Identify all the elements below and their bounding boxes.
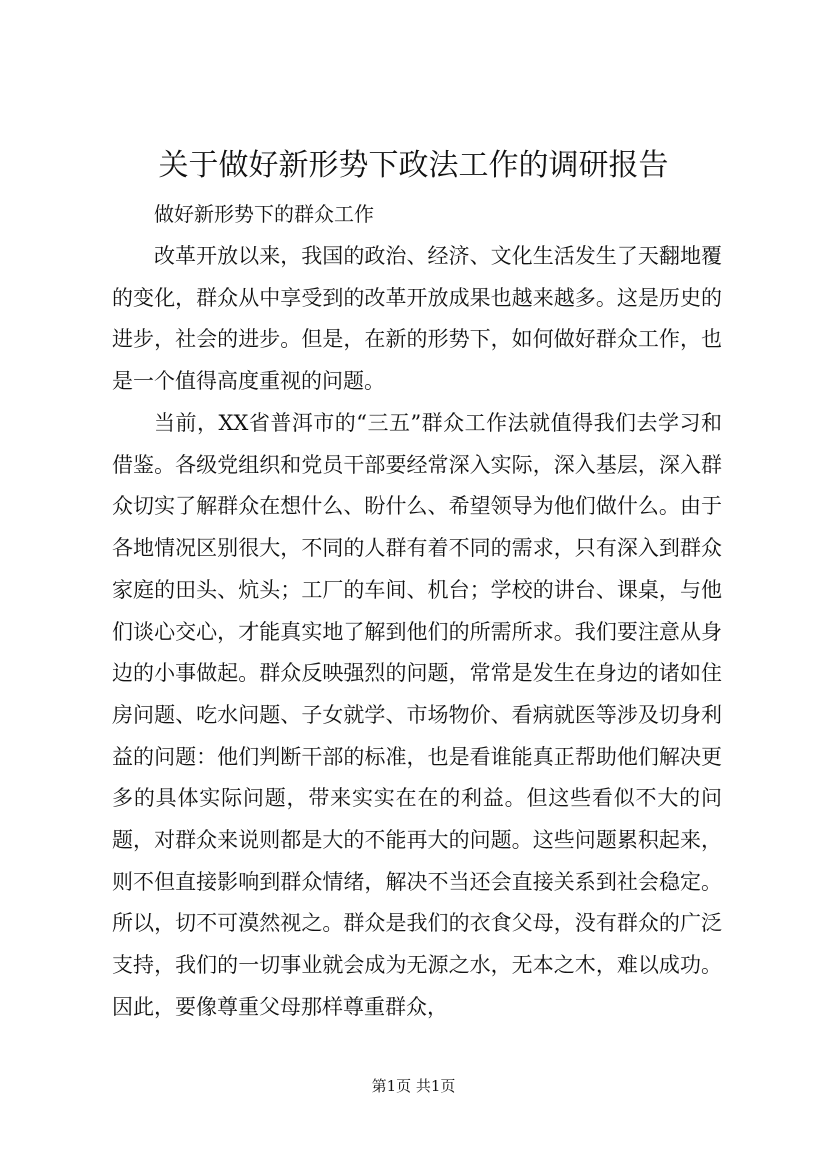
paragraph-1: 改革开放以来，我国的政治、经济、文化生活发生了天翻地覆的变化，群众从中享受到的改革开放成果也越来越多。这是历史的进步，社会的进步。但是，在新的形势下，如何做好群众工作，也是一个值得高度重视的问题。 <box>112 244 722 394</box>
paragraph-2: 当前，XX省普洱市的“三五”群众工作法就值得我们去学习和借鉴。各级党组织和党员干部要经常深入实际，深入基层，深入群众切实了解群众在想什么、盼什么、希望领导为他们做什么。由于各地情况区别很大，不同的人群有着不同的需求，只有深入到群众家庭的田头、炕头；工厂的车间、机台；学校的讲台、课桌，与他们谈心交心，才能真实地了解到他们的所需所求。我们要注意从身边的小事做起。群众反映强烈的问题，常常是发生在身边的诸如住房问题、吃水问题、子女就学、市场物价、看病就医等涉及切身利益的问题：他们判断干部的标准，也是看谁能真正帮助他们解决更多的具体实际问题，带来实实在在的利益。但这些看似不大的问题，对群众来说则都是大的不能再大的问题。这些问题累积起来，则不但直接影响到群众情绪，解决不当还会直接关系到社会稳定。所以，切不可漠然视之。群众是我们的衣食父母，没有群众的广泛支持，我们的一切事业就会成为无源之水，无本之木，难以成功。因此，要像尊重父母那样尊重群众， <box>112 411 722 1019</box>
page-footer: 第1页 共1页 <box>371 1077 456 1095</box>
document-subtitle: 做好新形势下的群众工作 <box>154 202 374 226</box>
document-title: 关于做好新形势下政法工作的调研报告 <box>158 148 669 183</box>
